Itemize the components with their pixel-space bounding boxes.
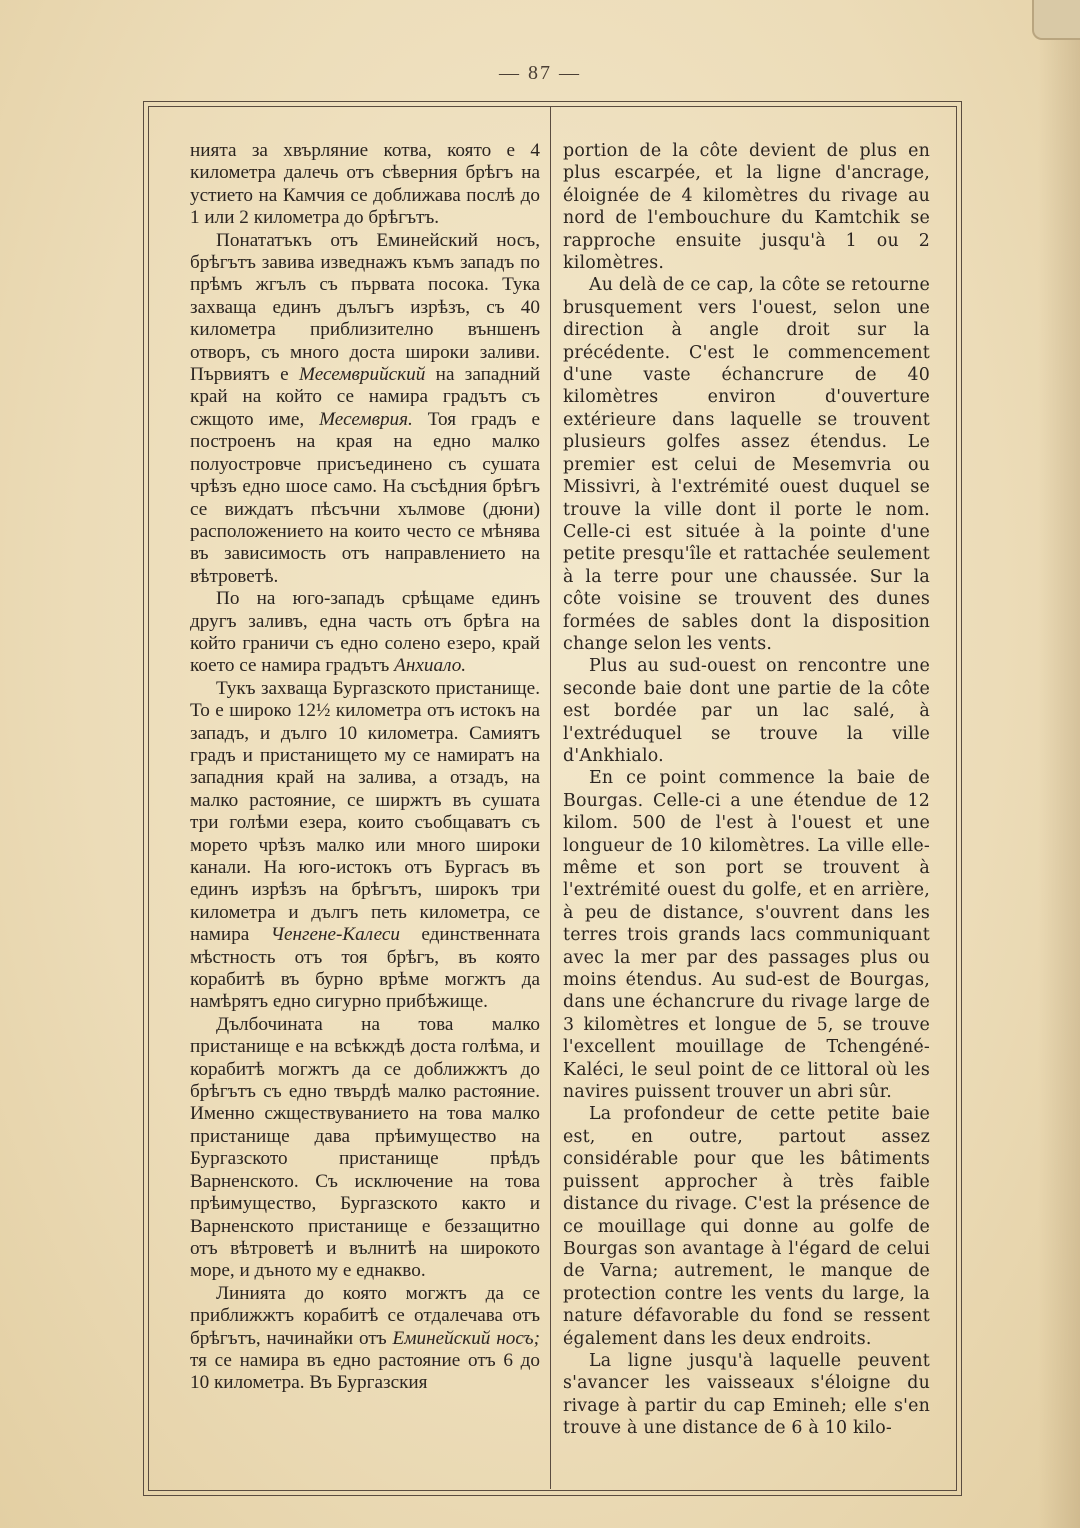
fr-paragraph-1: portion de la côte devient de plus en plus escarpée, et la ligne d'ancrage, éloignée de 4 kilomètres du rivage au nord de l'embouchure du Kamtchik se rapproche ensuite jusqu'à 1 ou 2 kilomètres.	[563, 141, 930, 274]
bg-paragraph-5: Дълбочината на това малко пристанище е на всѣкждѣ доста голѣма, и корабитѣ могжтъ да се доближжтъ до брѣгътъ съ едно твърдѣ малко растояние. Именно сжществуванието на това малко пристанище дава прѣимущество на Бургазското пристанище прѣдъ Варненското. Съ исключение на това прѣимущество, Бургазското както и Варненското пристанище е беззащитно отъ вѣтроветѣ и вълнитѣ на широкото море, и дъното му е еднакво.	[190, 1013, 540, 1282]
bg-italic-mesemvriyskiy: Месемврийский	[299, 364, 426, 386]
bg-paragraph-2: Понататъкъ отъ Еминейский носъ, брѣгътъ завива изведнажъ къмъ западъ по прѣмъ жгълъ съ първата посока. Тука захваща единъ дълъгъ изрѣзъ, съ 40 километра приблизително външенъ отворъ, съ много доста широки заливи. Първиятъ е Месемврийский на западний край на който се намира градътъ съ сжщото име, Месемврия. Тоя градъ е построенъ на края на едно малко полуостровче присъединено съ сушата чрѣзъ едно шосе само. На съсѣдния брѣгъ се виждатъ пѣсъчни хълмове (дюни) расположението на които често се мѣнява въ зависимость отъ направлението на вѣтроветѣ.	[190, 229, 540, 587]
bg-italic-chengene-kalesi: Ченгене-Калеси	[270, 924, 400, 946]
page-edge-shadow	[1038, 0, 1080, 1528]
bulgarian-column	[190, 140, 540, 1395]
fr-paragraph-3: Plus au sud-ouest on rencontre une seconde baie dont une partie de la côte est bordée par un lac salé, à l'extréduquel se trouve la ville d'Ankhialo.	[563, 656, 930, 766]
column-divider	[550, 106, 551, 1489]
fr-paragraph-2: Au delà de ce cap, la côte se retourne brusquement vers l'ouest, selon une direction à angle droit sur la précédente. C'est le commencement d'une vaste échancrure de 40 kilomètres environ d'ouverture extérieure dans laquelle se trouvent plusieurs golfes assez étendus. Le premier est celui de Mesemvria ou Missivri, à l'extrémité ouest duquel se trouve la ville dont il porte le nom. Celle-ci est située à la pointe d'une petite presqu'île et rattachée seulement à la terre pour une chaussée. Sur la côte voisine se trouvent des dunes formées de sables dont la disposition change selon les vents.	[563, 275, 930, 654]
bg-italic-anhialo: Анхиало.	[394, 655, 467, 677]
bg-italic-mesemvriya: Месемврия.	[319, 408, 413, 430]
bg-paragraph-3: По на юго-западъ срѣщаме единъ другъ заливъ, една часть отъ брѣга на който граничи съ едно солено езеро, край което се намира градътъ Анхиало.	[190, 588, 540, 677]
fr-paragraph-5: La profondeur de cette petite baie est, en outre, partout assez considérable pour que les bâtiments puissent approcher à très faible distance du rivage. C'est la présence de ce mouillage qui donne au golfe de Bourgas son avantage à l'égard de celui de Varna; autrement, le manque de protection contre les vents du large, la nature défavorable du fond se ressent également dans les deux endroits.	[563, 1104, 930, 1349]
bg-paragraph-1: нията за хвърляние котва, която е 4 километра далечь отъ сѣверния брѣгъ на устието на Камчия се доближава послѣ до 1 или 2 километра до брѣгътъ.	[190, 140, 540, 229]
bg-paragraph-6: Линията до която могжтъ да се приближжтъ корабитѣ се отдалечава отъ брѣгътъ, начинайки отъ Еминейский носъ; тя се намира въ едно растояние отъ 6 до 10 километра. Въ Бургазския	[190, 1282, 540, 1394]
bg-paragraph-4: Тукъ захваща Бургазското пристанище. То е широко 12½ километра отъ истокъ на западъ, и дълго 10 километра. Самиятъ градъ и пристанището му се намиратъ на западния край на залива, а отзадъ, на малко растояние, се ширжтъ въ сушата три голѣми езера, които съобщаватъ съ морето чрѣзъ малко или много широки канали. На юго-истокъ отъ Бургасъ въ единъ изрѣзъ на брѣгътъ, широкъ три километра и дългъ петь километра, се намира Ченгене-Калеси единственната мѣстность отъ тоя брѣгъ, въ която корабитѣ въ бурно врѣме могжтъ да намѣрятъ едно сигурно прибѣжище.	[190, 677, 540, 1013]
bg-italic-emineyskiy-nos: Еминейский носъ;	[392, 1327, 540, 1349]
french-column	[563, 140, 930, 1440]
fr-paragraph-6: La ligne jusqu'à laquelle peuvent s'avancer les vaisseaux s'éloigne du rivage à partir du cap Emineh; elle s'en trouve à une distance de 6 à 10 kilo-	[563, 1350, 930, 1439]
page-tab-mark	[1032, 0, 1080, 40]
page-number: — 87 —	[499, 62, 581, 84]
fr-paragraph-4: En ce point commence la baie de Bourgas. Celle-ci a une étendue de 12 kilom. 500 de l'est à l'ouest et une longueur de 10 kilomètres. La ville elle-même et son port se trouvent à l'extrémité ouest du golfe, et en arrière, à peu de distance, s'ouvrent dans les terres trois grands lacs communiquant avec la mer par des passages plus ou moins étendus. Au sud-est de Bourgas, dans une échancrure du rivage large de 3 kilomètres et longue de 5, se trouve l'excellent mouillage de Tchengéné-Kaléci, le seul point de ce littoral où les navires puissent trouver un abri sûr.	[563, 768, 930, 1103]
